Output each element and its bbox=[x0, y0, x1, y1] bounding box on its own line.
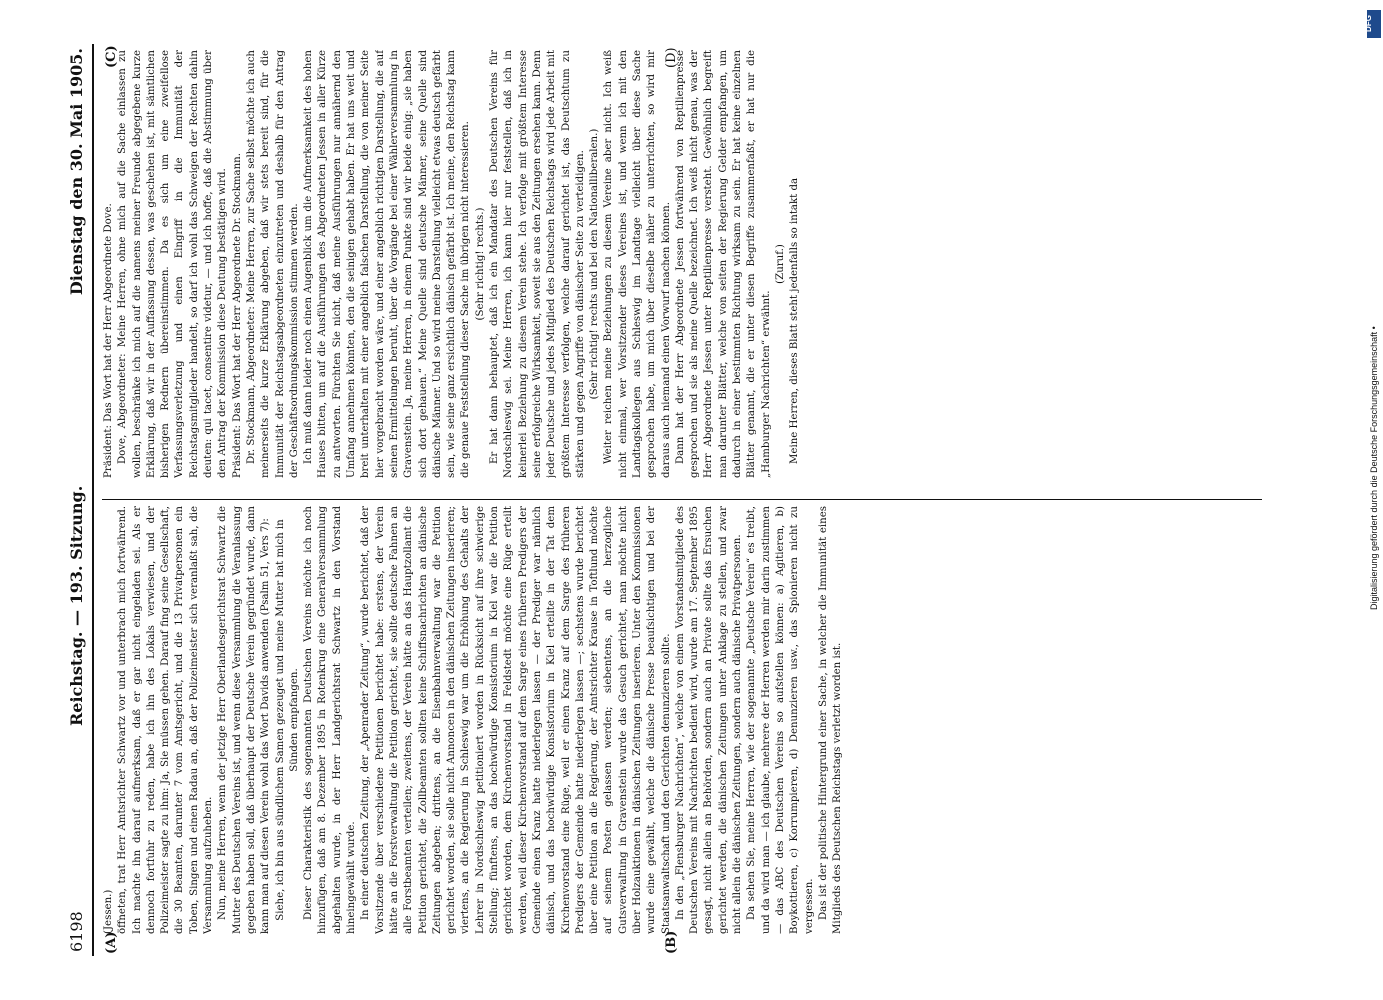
paragraph: Dieser Charakteristik des sogenannten Deutschen Vereins möchte ich noch hinzufügen, daß am 8. Dezember 1895 in Rotenkrug eine Generalversammlung abgehalten wurde, in der Herr Landgerichtsrat Schwartz in den Vorstand hineingewählt wurde. bbox=[303, 506, 358, 934]
president-line: Präsident: Das Wort hat der Herr Abgeordnete Dr. Stockmann. bbox=[231, 153, 243, 478]
session-date: Dienstag den 30. Mai 1905. bbox=[67, 48, 86, 296]
document-page bbox=[64, 44, 1318, 956]
paragraph: Dove, Abgeordneter: Meine Herren, ohne mich auf die Sache einlassen zu wollen, beschränke ich mich auf die namens meiner Freunde abgegebene kurze Erklärung, daß wir in der Auffassung dessen, was geschehen ist, mit sämtlichen bisherigen Rednern übereinstimmen. Da es sich um eine zweifellose Verfassungsverletzung und einen Eingriff in die Immunität der Reichstagsmitglieder handelt, so darf ich wohl das Schweigen der Rechten dahin deuten: qui tacet, consentire videtur, — und ich hoffe, daß die Abstimmung über den Antrag der Kommission diese Deutung bestätigen wird. bbox=[117, 50, 229, 478]
session-title: Reichstag. — 193. Sitzung. bbox=[67, 485, 86, 726]
paragraph: In einer deutschen Zeitung, der „Apenrader Zeitung“, wurde berichtet, daß der Vorsitzende über verschiedene Petitionen berichtet habe: erstens, der Verein hätte an die Forstverwaltung die Petition gerichtet, sie sollte deutsche Fahnen an alle Forstbeamten verteilen; zweitens, der Verein hätte an das Hauptzollamt die Petition gerichtet, die Zollbeamten sollten keine Schiffsnachrichten an dänische Zeitungen abgeben; drittens, an die Eisenbahnverwaltung war die Petition gerichtet worden, sie solle nicht Annoncen in den dänischen Zeitungen inserieren; viertens, an die Regierung in Schleswig war um die Erhöhung des Gehalts der Lehrer in Nordschleswig petitioniert worden in Rücksicht auf ihre schwierige Stellung; fünftens, an das hochwürdige Konsistorium in Kiel war die Petition gerichtet worden, dem Kirchenvorstand in Feldstedt möchte eine Rüge erteilt werden, weil dieser Kirchenvorstand auf dem Sarge eines früheren Predigers der Gemeinde einen Kranz hatte niederlegen lassen — der Prediger war nämlich dänisch, und das hochwürdige Konsistorium in Kiel erteilte in der Tat dem Kirchenvorstand eine Rüge, weil er einen Kranz auf dem Sarge des früheren Predigers der Gemeinde hatte niederlegen lassen —; sechstens wurde berichtet über eine Petition an die Regierung, der Amtsrichter Krause in Toftlund möchte auf seinem Posten gelassen werden; siebentens, an die herzogliche Gutsverwaltung in Gravenstein wurde das Gesuch gerichtet, man möchte nicht über Holzauktionen in dänischen Zeitungen inserieren. Unter den Kommissionen wurde eine gewählt, welche die dänische Presse beaufsichtigen und bei der Staatsanwaltschaft und den Gerichten denunzieren sollte. bbox=[360, 506, 672, 934]
paragraph: öffneten, trat Herr Amtsrichter Schwartz vor und unterbrach mich fortwährend. Ich machte ihn darauf aufmerksam, daß er gar nicht eingeladen sei. Als er dennoch fortfuhr zu reden, habe ich ihn des Lokals verwiesen, und der Polizeimeister sagte zu ihm: Ja, Sie müssen gehen. Darauf fing seine Gesellschaft, die 30 Beamten, darunter 7 vom Amtsgericht, und die 13 Privatpersonen ein Toben, Singen und einen Radau an, daß der Polizeimeister sich veranlaßt sah, die Versammlung aufzuheben. bbox=[117, 506, 215, 934]
column-divider bbox=[102, 499, 1262, 500]
paragraph: Meine Herren, dieses Blatt steht jedenfalls so intakt da bbox=[789, 177, 801, 464]
right-column bbox=[102, 50, 1302, 478]
paragraph: Ich muß dann leider noch einen Augenblick um die Aufmerksamkeit des hohen Hauses bitten, um auf die Ausführungen des Abgeordneten Jessen in aller Kürze zu antworten. Fürchten Sie nicht, daß meine Ausführungen nur annähernd den Umfang annehmen könnten, den die seinigen gehabt haben. Er hat uns weit und breit unterhalten mit einer angeblich falschen Darstellung, die von meiner Seite hier vorgebracht worden wäre, und einer angeblich richtigen Darstellung, die auf seinen Ermittelungen beruht, über die Vorgänge bei einer Wählerversammlung in Gravenstein. Ja, meine Herren, in einem Punkte sind wir beide einig: „sie haben sich dort gehauen.“ Meine Quelle sind deutsche Männer, seine Quelle sind dänische Männer. Und so wird meine Darstellung vielleicht etwas deutsch gefärbt sein, wie seine ganz ersichtlich dänisch gefärbt ist. Ich meine, den Reichstag kann die genaue Feststellung dieser Sache im übrigen nicht interessieren. bbox=[303, 50, 472, 478]
paragraph: Er hat dann behauptet, daß ich ein Mandatar des Deutschen Vereins für Nordschleswig sei. Meine Herren, ich kann hier nur feststellen, daß ich in keinerlei Beziehung zu diesem Verein stehe. Ich verfolge mit größtem Interesse seine erfolgreiche Wirksamkeit, soweit sie aus den Zeitungen ersehen kann. Denn jeder Deutsche und jedes Mitglied des Deutschen Reichstags wird jede Arbeit mit größtem Interesse verfolgen, welche darauf gerichtet ist, das Deutschtum zu stärken und gegen Angriffe von dänischer Seite zu verteidigen. bbox=[489, 50, 586, 478]
margin-letter-a: (A) bbox=[104, 931, 119, 954]
interjection: (Sehr richtig! rechts und bei den Nationalliberalen.) bbox=[589, 128, 601, 400]
interjection: (Sehr richtig! rechts.) bbox=[474, 207, 486, 321]
margin-letter-b: (B) bbox=[664, 930, 679, 954]
president-line: Präsident: Das Wort hat der Herr Abgeordnete Dove. bbox=[103, 203, 114, 478]
margin-letter-d: (D) bbox=[664, 47, 679, 68]
interjection: (Zuruf.) bbox=[774, 244, 786, 284]
paragraph: Das ist der politische Hintergrund einer Sache, in welcher die Immunität eines Mitglieds des Deutschen Reichstags verletzt worden ist. bbox=[817, 506, 844, 934]
paragraph: Da sehen Sie, meine Herren, wie der sogenannte „Deutsche Verein“ es treibt, und da wird man — ich glaube, mehrere der Herren werden mir darin zustimmen — das ABC des Deutschen Vereins so aufstellen können: a) Agitieren, b) Boykottieren, c) Korrumpieren, d) Denunzieren usw., das Spionieren nicht zu vergessen. bbox=[746, 506, 815, 934]
page-number: 6198 bbox=[67, 911, 86, 952]
margin-letter-c: (C) bbox=[104, 45, 119, 68]
quotation: Siehe, ich bin aus sündlichem Samen gezeuget und meine Mutter hat mich in Sünden empfangen. bbox=[274, 519, 300, 921]
digitization-credit bbox=[1367, 20, 1381, 1000]
paragraph: Weiter reichen meine Beziehungen zu diesem Vereine aber nicht. Ich weiß nicht einmal, wer Vorsitzender dieses Vereines ist, und wenn ich mit den Landtagskollegen aus Schleswig im Landtage vielleicht über diese Sache gesprochen habe, um mich über dieselbe näher zu unterrichten, so wird mir daraus auch niemand einen Vorwurf machen können. bbox=[603, 50, 672, 478]
page-header bbox=[64, 44, 90, 956]
paragraph: Nun, meine Herren, wenn der jetzige Herr Oberlandesgerichtsrat Schwartz die Mutter des Deutschen Vereins ist, und wenn diese Versammlung die Veranlassung gegeben haben soll, daß überhaupt der Deutsche Verein gegründet wurde, dann kann man auf diesen Verein wohl das Wort Davids anwenden (Psalm 51, Vers 7): bbox=[217, 506, 272, 934]
speaker-tag: (Jessen.) bbox=[103, 889, 114, 934]
credit-text: Digitalisierung gefördert durch die Deutsche Forschungsgemeinschaft • bbox=[1369, 326, 1379, 610]
paragraph: Dann hat der Herr Abgeordnete Jessen fortwährend von Reptilienpresse gesprochen und sie als meine Quelle bezeichnet. Ich weiß nicht genau, was der Herr Abgeordnete Jessen unter Reptilienpresse versteht. Gewöhnlich begreift man darunter Blätter, welche von seiten der Regierung Gelder empfangen, um dadurch in einer bestimmten Richtung wirksam zu sein. Er hat keine einzelnen Blätter genannt, die er unter diesen Begriffe zusammenfaßt, er hat nur die „Hamburger Nachrichten“ erwähnt. bbox=[674, 50, 772, 478]
paragraph: Dr. Stockmann, Abgeordneter: Meine Herren, zur Sache selbst möchte ich auch meinerseits die kurze Erklärung abgeben, daß wir stets bereit sind, für die Immunität der Reichstagsabgeordneten einzutreten und deshalb für den Antrag der Geschäftsordnungskommission stimmen werden. bbox=[245, 50, 300, 478]
header-rule bbox=[92, 44, 94, 956]
paragraph: In den „Flensburger Nachrichten“, welche von einem Vorstandsmitgliede des Deutschen Vereins mit Nachrichten bedient wird, wurde am 17. September 1895 gesagt, nicht allein an Behörden, sondern auch an Private sollte das Ersuchen gerichtet werden, die dänischen Zeitungen unter Anklage zu stellen, und zwar nicht allein die dänischen Zeitungen, sondern auch dänische Privatpersonen. bbox=[674, 506, 744, 934]
dfg-badge-label: DFG bbox=[1363, 15, 1373, 32]
left-column bbox=[102, 506, 1302, 934]
